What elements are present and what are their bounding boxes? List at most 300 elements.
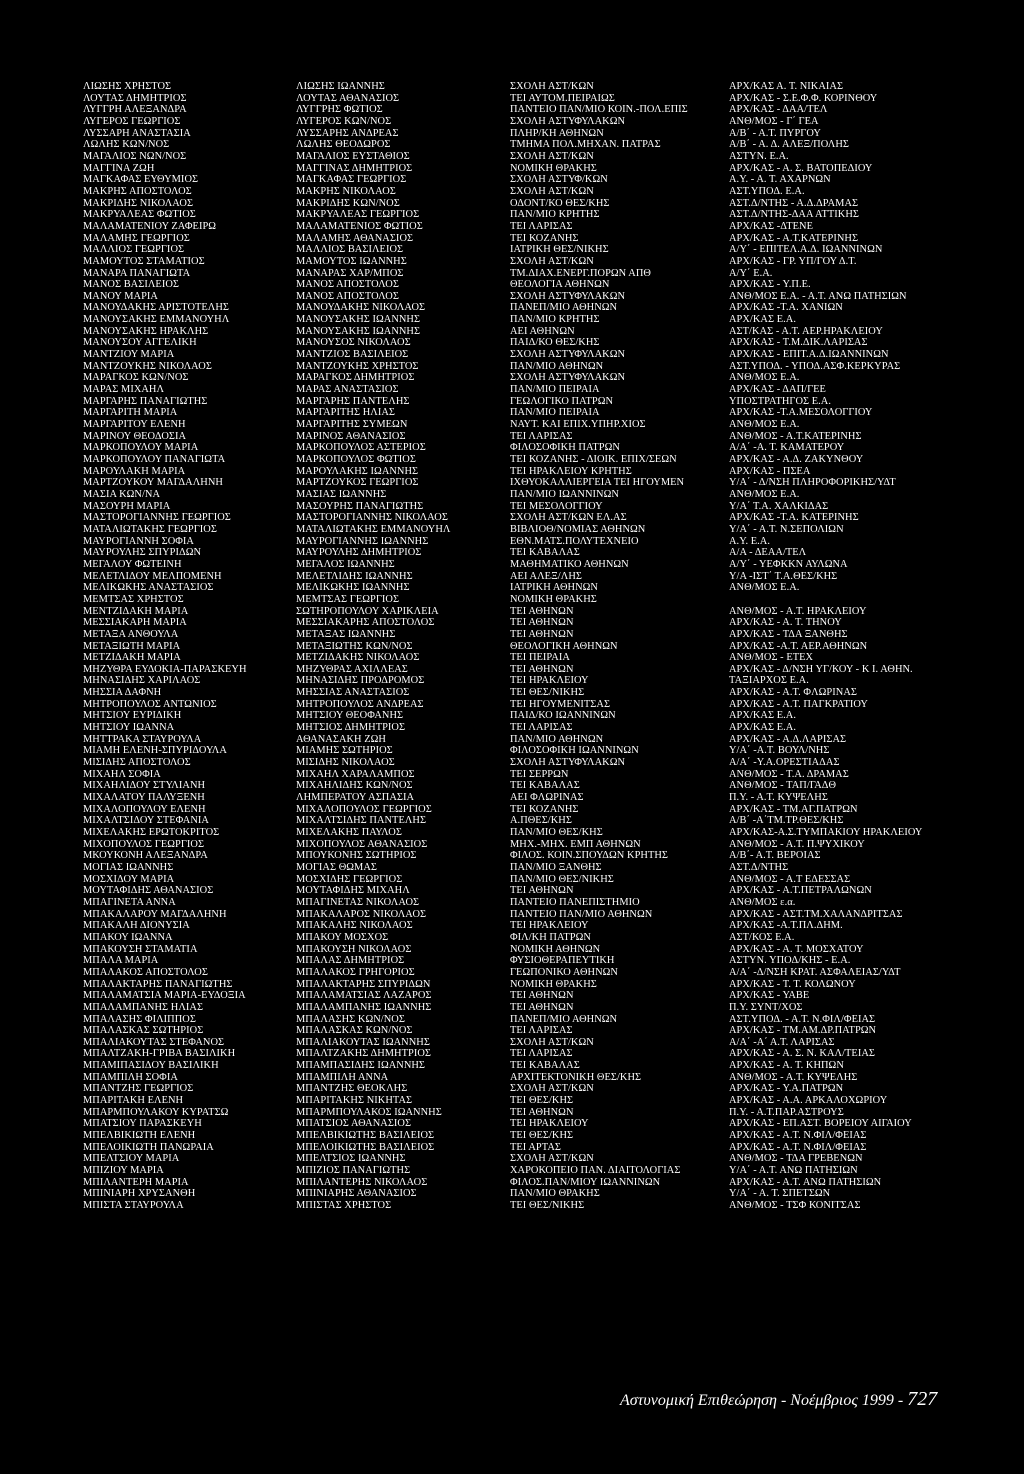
list-item: ΜΠΙΝΙΑΡΗ ΧΡΥΣΑΝΘΗ xyxy=(83,1188,196,1200)
list-item: ΑΝΘ/ΜΟΣ - Α.Τ. Π.ΨΥΧΙΚΟΥ xyxy=(729,838,865,850)
list-item: ΑΣΤ.Δ/ΝΤΗΣ - Α.Δ.ΔΡΑΜΑΣ xyxy=(729,197,859,209)
list-item: ΜΑΓΚΑΦΑΣ ΓΕΩΡΓΙΟΣ xyxy=(296,174,407,186)
list-item: Υ/Α΄ - Α.Τ. ΑΝΩ ΠΑΤΗΣΙΩΝ xyxy=(729,1165,858,1177)
list-item: ΣΧΟΛΗ ΑΣΤ/ΚΩΝ xyxy=(510,255,594,267)
list-item: ΜΑΝΤΖΙΟΥ ΜΑΡΙΑ xyxy=(83,349,175,361)
list-item: ΜΕΜΤΣΑΣ ΧΡΗΣΤΟΣ xyxy=(83,593,184,605)
list-item: ΣΧΟΛΗ ΑΣΤ/ΚΩΝ xyxy=(510,1036,594,1048)
list-item: ΠΑΝ/ΜΙΟ ΚΡΗΤΗΣ xyxy=(510,209,600,221)
list-item: ΠΑΝ/ΜΙΟ ΑΘΗΝΩΝ xyxy=(510,733,604,745)
list-item: ΜΑΚΡΗΣ ΝΙΚΟΛΑΟΣ xyxy=(296,185,396,197)
list-item: ΜΕΛΕΤΛΙΔΗΣ ΙΩΑΝΝΗΣ xyxy=(296,570,413,582)
list-item: ΜΗΤΣΙΟΥ ΘΕΟΦΑΝΗΣ xyxy=(296,710,404,722)
list-item: ΑΡΧ/ΚΑΣ - Α.Τ.ΠΕΤΡΑΛΩΝΩΝ xyxy=(729,885,872,897)
list-item: Α/Β΄ - Α. Δ. ΑΛΕΞ/ΠΟΛΗΣ xyxy=(729,139,849,151)
list-item: ΜΠΙΖΙΟΥ ΜΑΡΙΑ xyxy=(83,1165,164,1177)
list-item: ΑΣΤ.ΥΠΟΔ. - Α.Τ. Ν.ΦΙΛ/ΦΕΙΑΣ xyxy=(729,1013,876,1025)
list-item: ΜΕΛΙΚΩΚΗΣ ΙΩΑΝΝΗΣ xyxy=(296,582,410,594)
list-item: ΜΑΝΑΡΑΣ ΧΑΡ/ΜΠΟΣ xyxy=(296,267,404,279)
list-item: ΑΡΧ/ΚΑΣ -Α.Τ.ΠΛ.ΔΗΜ. xyxy=(729,920,843,932)
list-item: ΜΟΥΤΑΦΙΔΗΣ ΑΘΑΝΑΣΙΟΣ xyxy=(83,885,214,897)
list-item: ΠΑΝ/ΜΙΟ ΞΑΝΘΗΣ xyxy=(510,861,602,873)
list-item: ΜΠΑΛΑΣΗΣ ΚΩΝ/ΝΟΣ xyxy=(296,1013,405,1025)
list-item: ΜΕΤΖΙΔΑΚΗ ΜΑΡΙΑ xyxy=(83,652,181,664)
list-item: ΜΗΤΡΟΠΟΥΛΟΣ ΑΝΔΡΕΑΣ xyxy=(296,698,424,710)
list-item: ΤΕΙ ΚΟΖΑΝΗΣ xyxy=(510,232,579,244)
list-item: ΜΠΑΚΑΛΑΡΟΣ ΝΙΚΟΛΑΟΣ xyxy=(296,908,427,920)
list-item: ΝΟΜΙΚΗ ΘΡΑΚΗΣ xyxy=(510,593,597,605)
list-item: Α.Υ. Ε.Α. xyxy=(729,535,771,547)
column-parent-names xyxy=(296,81,450,1212)
list-item: ΜΕΤΖΙΔΑΚΗΣ ΝΙΚΟΛΑΟΣ xyxy=(296,652,420,664)
list-item: ΜΠΙΛΑΝΤΕΡΗ ΜΑΡΙΑ xyxy=(83,1176,189,1188)
list-item: ΜΑΝΤΖΟΥΚΗΣ ΝΙΚΟΛΑΟΣ xyxy=(83,360,212,372)
list-item: ΜΟΥΤΑΦΙΔΗΣ ΜΙΧΑΗΛ xyxy=(296,885,410,897)
list-item: ΤΕΙ ΑΘΗΝΩΝ xyxy=(510,885,574,897)
list-item: ΜΗΝΑΣΙΔΗΣ ΧΑΡΙΛΑΟΣ xyxy=(83,675,201,687)
list-item: ΜΠΕΛΒΙΚΙΩΤΗΣ ΒΑΣΙΛΕΙΟΣ xyxy=(296,1130,435,1142)
list-item: ΤΕΙ ΘΕΣ/ΝΙΚΗΣ xyxy=(510,1200,585,1211)
list-item: ΑΣΤ.ΥΠΟΔ. Ε.Α. xyxy=(729,185,805,197)
list-item: Π.Υ. - Α.Τ.ΠΑΡ.ΑΣΤΡΟΥΣ xyxy=(729,1106,844,1118)
list-item: ΝΟΜΙΚΗ ΑΘΗΝΩΝ xyxy=(510,943,601,955)
list-item: ΜΑΛΑΜΗΣ ΑΘΑΝΑΣΙΟΣ xyxy=(296,232,414,244)
list-item: ΠΑΝΤΕΙΟ ΠΑΝ/ΜΙΟ ΑΘΗΝΩΝ xyxy=(510,908,653,920)
list-item: Α/Β΄- Α.Τ. ΒΕΡΟΙΑΣ xyxy=(729,850,821,862)
list-item: ΜΠΕΛΒΙΚΙΩΤΗ ΕΛΕΝΗ xyxy=(83,1130,196,1142)
list-item: ΜΑΡΓΑΡΗΣ ΠΑΝΑΓΙΩΤΗΣ xyxy=(83,395,208,407)
list-item: ΑΝΘ/ΜΟΣ - ΤΔΑ ΓΡΕΒΕΝΩΝ xyxy=(729,1153,863,1165)
list-item: ΠΑΝ/ΜΙΟ ΘΕΣ/ΝΙΚΗΣ xyxy=(510,873,614,885)
list-item: ΑΡΧ/ΚΑΣ - ΓΡ. ΥΠ/ΓΟΥ Δ.Τ. xyxy=(729,255,857,267)
list-item: ΘΕΟΛΟΓΙΚΗ ΑΘΗΝΩΝ xyxy=(510,640,618,652)
list-item: ΜΟΣΧΙΔΟΥ ΜΑΡΙΑ xyxy=(83,873,175,885)
list-item: ΙΧΘΥΟΚΑΛΛΙΕΡΓΕΙΑ ΤΕΙ ΗΓΟΥΜΕΝ xyxy=(510,477,685,489)
list-item: ΜΕΓΑΛΟΣ ΙΩΑΝΝΗΣ xyxy=(296,558,395,570)
list-item: ΣΧΟΛΗ ΑΣΤΥΦΥΛΑΚΩΝ xyxy=(510,115,626,127)
list-item: ΑΡΧ/ΚΑΣ - Α.Τ. Ν.ΦΙΛ/ΦΕΙΑΣ xyxy=(729,1141,867,1153)
list-item: ΑΡΧ/ΚΑΣ - Σ.Ε.Φ.Φ. ΚΟΡΙΝΘΟΥ xyxy=(729,92,878,104)
list-item: ΜΗΤΣΙΟΣ ΔΗΜΗΤΡΙΟΣ xyxy=(296,722,406,734)
list-item: ΣΧΟΛΗ ΑΣΤ/ΚΩΝ xyxy=(510,185,594,197)
list-item: ΤΕΙ ΑΘΗΝΩΝ xyxy=(510,990,574,1002)
list-item: ΜΑΡΑΣ ΜΙΧΑΗΛ xyxy=(83,384,165,396)
list-item: ΣΧΟΛΗ ΑΣΤΥΦΥΛΑΚΩΝ xyxy=(510,349,626,361)
list-item: ΜΙΧΟΠΟΥΛΟΣ ΑΘΑΝΑΣΙΟΣ xyxy=(296,838,428,850)
list-item: ΑΡΧ/ΚΑΣ - ΔΑΑ/ΤΕΛ xyxy=(729,104,828,116)
list-item: ΤΕΙ ΚΑΒΑΛΑΣ xyxy=(510,1060,580,1072)
list-item: ΑΡΧ/ΚΑΣ - ΠΣΕΑ xyxy=(729,465,811,477)
list-item: ΤΕΙ ΚΑΒΑΛΑΣ xyxy=(510,780,580,792)
list-item: ΜΠΑΓΙΝΕΤΑΣ ΝΙΚΟΛΑΟΣ xyxy=(296,896,420,908)
list-item: ΑΡΧ/ΚΑΣ - ΤΔΑ ΞΑΝΘΗΣ xyxy=(729,628,848,640)
list-item: ΜΑΝΟΥΣΑΚΗΣ ΙΩΑΝΝΗΣ xyxy=(296,314,421,326)
list-item: ΜΠΑΛΑΣΚΑΣ ΚΩΝ/ΝΟΣ xyxy=(296,1025,413,1037)
list-item: ΜΑΓΑΛΙΟΣ ΕΥΣΤΑΘΙΟΣ xyxy=(296,150,410,162)
list-item: ΦΙΛΟΣ.ΠΑΝ/ΜΙΟΥ ΙΩΑΝΝΙΝΩΝ xyxy=(510,1176,661,1188)
list-item: ΜΠΑΚΟΥΣΗ ΝΙΚΟΛΑΟΣ xyxy=(296,943,412,955)
list-item: ΜΑΚΡΙΔΗΣ ΝΙΚΟΛΑΟΣ xyxy=(83,197,194,209)
list-item: ΤΕΙ ΗΡΑΚΛΕΙΟΥ ΚΡΗΤΗΣ xyxy=(510,465,632,477)
list-item: ΜΑΡΚΟΠΟΥΛΟΥ ΜΑΡΙΑ xyxy=(83,442,199,454)
list-item: ΥΠΟΣΤΡΑΤΗΓΟΣ Ε.Α. xyxy=(729,395,832,407)
list-item: ΜΠΑΚΟΥΣΗ ΣΤΑΜΑΤΙΑ xyxy=(83,943,198,955)
list-item: ΑΝΘ/ΜΟΣ Ε.Α. xyxy=(729,488,800,500)
list-item: ΤΕΙ ΛΑΡΙΣΑΣ xyxy=(510,430,573,442)
list-item: ΜΙΧΑΛΟΠΟΥΛΟΥ ΕΛΕΝΗ xyxy=(83,803,206,815)
list-item: ΤΕΙ ΛΑΡΙΣΑΣ xyxy=(510,1025,573,1037)
list-item: ΤΜ.ΔΙΑΧ.ΕΝΕΡΓ.ΠΟΡΩΝ ΑΠΘ xyxy=(510,267,651,279)
list-item: ΜΙΑΜΗ ΕΛΕΝΗ-ΣΠΥΡΙΔΟΥΛΑ xyxy=(83,745,227,757)
list-item: Α/Α΄ -Δ/ΝΣΗ ΚΡΑΤ. ΑΣΦΑΛΕΙΑΣ/ΥΔΤ xyxy=(729,966,901,978)
list-item: ΑΣΤ/ΚΑΣ - Α.Τ. ΑΕΡ.ΗΡΑΚΛΕΙΟΥ xyxy=(729,325,883,337)
column-names xyxy=(83,81,247,1212)
list-item: ΑΡΧ/ΚΑΣ - Α.Τ. ΑΝΩ ΠΑΤΗΣΙΩΝ xyxy=(729,1176,882,1188)
list-item: ΜΑΛΛΙΟΣ ΓΕΩΡΓΙΟΣ xyxy=(83,244,185,256)
list-item xyxy=(729,594,922,606)
list-item: ΛΥΣΣΑΡΗΣ ΑΝΔΡΕΑΣ xyxy=(296,127,399,139)
list-item: ΜΠΑΚΑΛΗ ΔΙΟΝΥΣΙΑ xyxy=(83,920,190,932)
list-item: ΘΕΟΛΟΓΙΑ ΑΘΗΝΩΝ xyxy=(510,279,610,291)
list-item: ΦΙΛΟΣ. ΚΟΙΝ.ΣΠΟΥΔΩΝ ΚΡΗΤΗΣ xyxy=(510,850,668,862)
list-item: ΑΣΤ/ΚΟΣ Ε.Α. xyxy=(729,931,795,943)
list-item: ΛΟΥΤΑΣ ΑΘΑΝΑΣΙΟΣ xyxy=(296,92,400,104)
list-item: ΜΟΓΙΑΣ ΙΩΑΝΝΗΣ xyxy=(83,861,174,873)
list-item: ΑΡΧ/ΚΑΣ - Α. Τ. ΜΟΣΧΑΤΟΥ xyxy=(729,943,864,955)
list-item: ΑΡΧ/ΚΑΣ -Τ.Α.ΜΕΣΟΛΟΓΓΙΟΥ xyxy=(729,407,873,419)
list-item: ΑΝΘ/ΜΟΣ ε.α. xyxy=(729,896,796,908)
list-item: ΣΩΤΗΡΟΠΟΥΛΟΥ ΧΑΡΙΚΛΕΙΑ xyxy=(296,605,439,617)
list-item: ΜΕΝΤΖΙΔΑΚΗ ΜΑΡΙΑ xyxy=(83,605,189,617)
list-item: ΜΑΥΡΟΥΛΗΣ ΣΠΥΡΙΔΩΝ xyxy=(83,547,202,559)
list-item: Α/Α - ΔΕΑΑ/ΤΕΛ xyxy=(729,547,807,559)
list-item: ΑΡΧ/ΚΑΣ - Α. Σ. ΒΑΤΟΠΕΔΙΟΥ xyxy=(729,162,873,174)
list-item: ΑΡΧ/ΚΑΣ - Α. Τ. ΚΗΠΩΝ xyxy=(729,1060,844,1072)
list-item: ΦΙΛΟΣΟΦΙΚΗ ΙΩΑΝΝΙΝΩΝ xyxy=(510,745,639,757)
list-item: ΜΑΤΑΛΙΩΤΑΚΗΣ ΓΕΩΡΓΙΟΣ xyxy=(83,523,217,535)
list-item: ΜΠΑΝΤΖΗΣ ΓΕΩΡΓΙΟΣ xyxy=(83,1083,194,1095)
list-item: ΜΑΡΓΑΡΗΣ ΠΑΝΤΕΛΗΣ xyxy=(296,395,410,407)
list-item: ΛΩΛΗΣ ΘΕΟΔΩΡΟΣ xyxy=(296,139,391,151)
list-item: ΑΡΧ/ΚΑΣ - Α.Τ. Ν.ΦΙΛ/ΦΕΙΑΣ xyxy=(729,1130,867,1142)
list-item: ΜΕΓΑΛΟΥ ΦΩΤΕΙΝΗ xyxy=(83,558,182,570)
list-item: ΜΑΡΟΥΛΑΚΗ ΜΑΡΙΑ xyxy=(83,465,186,477)
list-item: ΑΝΘ/ΜΟΣ - Γ΄ ΓΕΑ xyxy=(729,115,819,127)
list-item: Α.Υ. - Α. Τ. ΑΧΑΡΝΩΝ xyxy=(729,174,831,186)
list-item: ΑΡΧ/ΚΑΣ - Υ.Π.Ε. xyxy=(729,279,811,291)
list-item: ΜΠΑΛΑΣ ΔΗΜΗΤΡΙΟΣ xyxy=(296,955,405,967)
list-item: ΜΠΑΝΤΖΗΣ ΘΕΟΚΛΗΣ xyxy=(296,1083,408,1095)
list-item: ΜΕΣΣΙΑΚΑΡΗΣ ΑΠΟΣΤΟΛΟΣ xyxy=(296,617,435,629)
list-item: ΤΕΙ ΑΘΗΝΩΝ xyxy=(510,663,574,675)
list-item: ΜΑΡΤΖΟΥΚΟΣ ΓΕΩΡΓΙΟΣ xyxy=(296,477,419,489)
list-item: ΜΑΝΟΥΣΑΚΗΣ ΙΩΑΝΝΗΣ xyxy=(296,325,421,337)
list-item: ΜΠΕΛΤΣΙΟΥ ΜΑΡΙΑ xyxy=(83,1153,180,1165)
list-item: ΤΕΙ ΘΕΣ/ΝΙΚΗΣ xyxy=(510,687,585,699)
list-item: ΜΠΑΡΜΠΟΥΛΑΚΟΥ ΚΥΡΑΤΣΩ xyxy=(83,1106,229,1118)
list-item: ΣΧΟΛΗ ΑΣΤΥΦΥΛΑΚΩΝ xyxy=(510,372,626,384)
list-item: ΜΠΙΖΙΟΣ ΠΑΝΑΓΙΩΤΗΣ xyxy=(296,1165,411,1177)
list-item: ΜΑΣΟΥΡΗ ΜΑΡΙΑ xyxy=(83,500,171,512)
list-item: ΛΥΓΓΡΗΣ ΦΩΤΙΟΣ xyxy=(296,104,383,116)
list-item: ΑΝΘ/ΜΟΣ Ε.Α. xyxy=(729,582,800,594)
list-item: ΑΡΧ/ΚΑΣ - Α.Α. ΑΡΚΑΛΟΧΩΡΙΟΥ xyxy=(729,1095,888,1107)
list-item: ΜΑΣΤΟΡΟΓΙΑΝΝΗΣ ΓΕΩΡΓΙΟΣ xyxy=(83,512,231,524)
list-item: ΣΧΟΛΗ ΑΣΤ/ΚΩΝ xyxy=(510,150,594,162)
list-item: ΑΝΘ/ΜΟΣ - ΕΤΕΧ xyxy=(729,652,814,664)
list-item: ΣΧΟΛΗ ΑΣΤ/ΚΩΝ xyxy=(510,1083,594,1095)
list-item: ΛΟΥΤΑΣ ΔΗΜΗΤΡΙΟΣ xyxy=(83,92,187,104)
list-item: ΑΡΧ/ΚΑΣ - Α.Τ.ΚΑΤΕΡΙΝΗΣ xyxy=(729,232,859,244)
list-item: ΜΠΙΣΤΑ ΣΤΑΥΡΟΥΛΑ xyxy=(83,1200,184,1211)
list-item: ΜΗΣΣΙΑΣ ΑΝΑΣΤΑΣΙΟΣ xyxy=(296,687,410,699)
list-item: ΜΠΙΣΤΑΣ ΧΡΗΣΤΟΣ xyxy=(296,1200,392,1211)
list-item: ΜΠΟΥΚΟΝΗΣ ΣΩΤΗΡΙΟΣ xyxy=(296,850,417,862)
list-item: ΜΑΡΚΟΠΟΥΛΟΣ ΦΩΤΙΟΣ xyxy=(296,454,416,465)
list-item: ΠΑΝ/ΜΙΟ ΙΩΑΝΝΙΝΩΝ xyxy=(510,488,619,500)
list-item: ΑΝΘ/ΜΟΣ - ΤΣΦ ΚΟΝΙΤΣΑΣ xyxy=(729,1200,861,1211)
list-item: ΜΑΝΟΥΔΑΚΗΣ ΝΙΚΟΛΑΟΣ xyxy=(296,302,426,314)
list-item: ΝΟΜΙΚΗ ΘΡΑΚΗΣ xyxy=(510,978,597,990)
list-item: ΜΑΝΟΥ ΜΑΡΙΑ xyxy=(83,290,158,302)
list-item: ΜΟΣΧΙΔΗΣ ΓΕΩΡΓΙΟΣ xyxy=(296,873,403,885)
list-item: ΑΡΧ/ΚΑΣ Ε.Α. xyxy=(729,722,796,734)
list-item: ΑΝΘ/ΜΟΣ - ΤΑΠ/ΓΑΔΘ xyxy=(729,780,837,792)
list-item: ΜΗΖΥΘΡΑΣ ΑΧΙΛΛΕΑΣ xyxy=(296,663,408,675)
list-item: ΜΑΓΓΙΝΑΣ ΔΗΜΗΤΡΙΟΣ xyxy=(296,162,413,174)
list-item: ΜΠΑΚΑΛΑΡΟΥ ΜΑΓΔΑΛΗΝΗ xyxy=(83,908,227,920)
list-item: Υ/Α -ΙΣΤ΄ Τ.Α.ΘΕΣ/ΚΗΣ xyxy=(729,570,838,582)
list-item: ΣΧΟΛΗ ΑΣΤΥΦ/ΚΩΝ xyxy=(510,174,608,186)
list-item: ΛΥΣΣΑΡΗ ΑΝΑΣΤΑΣΙΑ xyxy=(83,127,191,139)
list-item: ΤΑΞΙΑΡΧΟΣ Ε.Α. xyxy=(729,675,809,687)
list-item: ΛΙΩΣΗΣ ΙΩΑΝΝΗΣ xyxy=(296,81,385,92)
list-item: ΤΕΙ ΑΘΗΝΩΝ xyxy=(510,1001,574,1013)
list-item: ΜΑΝΟΣ ΒΑΣΙΛΕΙΟΣ xyxy=(83,279,179,291)
list-item: ΑΡΧ/ΚΑΣ - ΔΑΠ/ΓΕΕ xyxy=(729,384,826,396)
list-item: ΤΕΙ ΑΡΤΑΣ xyxy=(510,1141,561,1153)
column-ranks xyxy=(729,81,922,1212)
list-item: ΜΠΑΛΑΚΤΑΡΗΣ ΠΑΝΑΓΙΩΤΗΣ xyxy=(83,978,233,990)
list-item: ΑΡΧ/ΚΑΣ - Α.Τ. ΦΛΩΡΙΝΑΣ xyxy=(729,687,857,699)
list-item: ΑΡΧ/ΚΑΣ - ΥΑΒΕ xyxy=(729,990,810,1002)
list-item: ΑΝΘ/ΜΟΣ - Α.Τ ΕΔΕΣΣΑΣ xyxy=(729,873,851,885)
list-item: ΑΡΧ/ΚΑΣ -Τ.Α. ΧΑΝΙΩΝ xyxy=(729,302,843,314)
list-item: ΜΑΣΤΟΡΟΓΙΑΝΝΗΣ ΝΙΚΟΛΑΟΣ xyxy=(296,512,448,524)
list-item: ΤΕΙ ΗΡΑΚΛΕΙΟΥ xyxy=(510,675,589,687)
list-item: ΜΠΑΛΤΖΑΚΗΣ ΔΗΜΗΤΡΙΟΣ xyxy=(296,1048,431,1060)
list-item: ΜΠΑΡΜΠΟΥΛΑΚΟΣ ΙΩΑΝΝΗΣ xyxy=(296,1106,442,1118)
list-item: ΜΑΝΤΖΟΥΚΗΣ ΧΡΗΣΤΟΣ xyxy=(296,360,419,372)
list-item: ΤΕΙ ΑΘΗΝΩΝ xyxy=(510,617,574,629)
list-item: ΣΧΟΛΗ ΑΣΤ/ΚΩΝ ΕΛ.ΑΣ xyxy=(510,512,627,524)
list-item: ΑΡΧ/ΚΑΣ -Α.Τ. ΑΕΡ.ΑΘΗΝΩΝ xyxy=(729,640,868,652)
list-item: ΠΑΝΕΠ/ΜΙΟ ΑΘΗΝΩΝ xyxy=(510,1013,618,1025)
list-item: ΑΝΘ/ΜΟΣ Ε.Α. xyxy=(729,372,800,384)
list-item: ΜΑΝΟΥΣΑΚΗΣ ΗΡΑΚΛΗΣ xyxy=(83,325,209,337)
list-item: ΤΕΙ ΑΥΤΟΜ.ΠΕΙΡΑΙΩΣ xyxy=(510,92,615,104)
list-item: ΠΑΝΕΠ/ΜΙΟ ΑΘΗΝΩΝ xyxy=(510,302,618,314)
list-item: Α/Α΄ -Α΄ Α.Τ. ΛΑΡΙΣΑΣ xyxy=(729,1036,835,1048)
list-item: ΜΑΓΚΑΦΑΣ ΕΥΘΥΜΙΟΣ xyxy=(83,174,199,186)
list-item: ΜΕΣΣΙΑΚΑΡΗ ΜΑΡΙΑ xyxy=(83,617,187,629)
list-item: ΜΠΑΤΣΙΟΥ ΠΑΡΑΣΚΕΥΗ xyxy=(83,1118,202,1130)
list-item: ΛΙΩΣΗΣ ΧΡΗΣΤΟΣ xyxy=(83,81,172,92)
list-item: ΜΙΧΕΛΑΚΗΣ ΕΡΩΤΟΚΡΙΤΟΣ xyxy=(83,827,220,838)
list-item: ΑΡΧ/ΚΑΣ -ΔΤΕΝΕ xyxy=(729,220,813,232)
list-item: ΑΡΧ/ΚΑΣ - Α. Σ. Ν. ΚΑΛ/ΤΕΙΑΣ xyxy=(729,1048,875,1060)
list-item: ΤΕΙ ΗΡΑΚΛΕΙΟΥ xyxy=(510,920,589,932)
list-item: ΑΡΧ/ΚΑΣ - Α.Δ. ΖΑΚΥΝΘΟΥ xyxy=(729,454,864,465)
list-item: ΜΠΑΜΙΠΑΣΙΔΟΥ ΒΑΣΙΛΙΚΗ xyxy=(83,1060,219,1072)
list-item: ΑΕΙ ΑΛΕΞ/ΛΗΣ xyxy=(510,570,582,582)
list-item: ΜΠΑΡΙΤΑΚΗ ΕΛΕΝΗ xyxy=(83,1095,184,1107)
list-item: ΤΕΙ ΑΘΗΝΩΝ xyxy=(510,605,574,617)
list-item: ΜΑΚΡΗΣ ΑΠΟΣΤΟΛΟΣ xyxy=(83,185,192,197)
list-item: ΓΕΩΠΟΝΙΚΟ ΑΘΗΝΩΝ xyxy=(510,966,618,978)
list-item: ΠΑΝ/ΜΙΟ ΑΘΗΝΩΝ xyxy=(510,360,604,372)
list-item: Υ/Α΄ - Δ/ΝΣΗ ΠΛΗΡΟΦΟΡΙΚΗΣ/ΥΔΤ xyxy=(729,477,896,489)
list-item: ΑΣΤ.Δ/ΝΤΗΣ xyxy=(729,861,789,873)
list-item: ΣΧΟΛΗ ΑΣΤΥΦΥΛΑΚΩΝ xyxy=(510,757,626,769)
list-item: ΜΠΑΛΑΜΑΤΣΙΑ ΜΑΡΙΑ-ΕΥΔΟΞΙΑ xyxy=(83,990,246,1002)
list-item: ΓΕΩΛΟΓΙΚΟ ΠΑΤΡΩΝ xyxy=(510,395,614,407)
list-item: ΛΥΓΓΡΗ ΑΛΕΞΑΝΔΡΑ xyxy=(83,104,187,116)
list-item: ΜΕΛΕΤΛΙΔΟΥ ΜΕΛΠΟΜΕΝΗ xyxy=(83,570,222,582)
list-item: ΑΣΤ.ΥΠΟΔ. - ΥΠΟΔ.ΑΣΦ.ΚΕΡΚΥΡΑΣ xyxy=(729,360,901,372)
list-item: ΛΥΓΕΡΟΣ ΓΕΩΡΓΙΟΣ xyxy=(83,115,181,127)
list-item: ΜΑΣΙΑ ΚΩΝ/ΝΑ xyxy=(83,488,161,500)
list-item: ΜΠΑΛΑΜΑΤΣΙΑΣ ΛΑΖΑΡΟΣ xyxy=(296,990,432,1002)
list-item: ΜΙΧΑΗΛ ΧΑΡΑΛΑΜΠΟΣ xyxy=(296,768,415,780)
list-item: ΜΑΜΟΥΤΟΣ ΣΤΑΜΑΤΙΟΣ xyxy=(83,255,205,267)
list-item: ΤΕΙ ΣΕΡΡΩΝ xyxy=(510,768,569,780)
list-item: ΛΩΛΗΣ ΚΩΝ/ΝΟΣ xyxy=(83,139,170,151)
list-item: ΑΡΧ/ΚΑΣ - Τ.Μ.ΔΙΚ.ΛΑΡΙΣΑΣ xyxy=(729,337,868,349)
list-item: ΑΣΤΥΝ. Ε.Α. xyxy=(729,150,789,162)
list-item: ΦΥΣΙΟΘΕΡΑΠΕΥΤΙΚΗ xyxy=(510,955,615,967)
list-item: Α/Β΄ - Α.Τ. ΠΥΡΓΟΥ xyxy=(729,127,821,139)
list-item: ΑΝΘ/ΜΟΣ - Α.Τ.ΚΑΤΕΡΙΝΗΣ xyxy=(729,430,862,442)
list-item: Π.Υ. - Α.Τ. ΚΥΨΕΛΗΣ xyxy=(729,792,828,804)
list-item: Υ/Α΄ - Α.Τ. Ν.ΣΕΠΟΛΙΩΝ xyxy=(729,523,844,535)
list-item: ΤΕΙ ΑΘΗΝΩΝ xyxy=(510,1106,574,1118)
list-item: ΜΠΑΓΙΝΕΤΑ ΑΝΝΑ xyxy=(83,896,176,908)
page-footer xyxy=(620,1388,937,1411)
list-item: ΠΑΝ/ΜΙΟ ΘΕΣ/ΚΗΣ xyxy=(510,827,603,838)
list-item: ΙΑΤΡΙΚΗ ΑΘΗΝΩΝ xyxy=(510,582,598,594)
list-item: ΜΗΧ.-ΜΗΧ. ΕΜΠ ΑΘΗΝΩΝ xyxy=(510,838,641,850)
list-item: ΤΕΙ ΗΓΟΥΜΕΝΙΤΣΑΣ xyxy=(510,698,611,710)
list-item: ΜΠΑΜΠΙΛΗ ΑΝΝΑ xyxy=(296,1071,389,1083)
list-item: ΜΑΡΑΓΚΟΣ ΚΩΝ/ΝΟΣ xyxy=(83,372,189,384)
list-item: Α/Α΄ -Α. Τ. ΚΑΜΑΤΕΡΟΥ xyxy=(729,442,845,454)
list-item: ΜΙΑΜΗΣ ΣΩΤΗΡΙΟΣ xyxy=(296,745,393,757)
list-item: ΜΑΡΤΖΟΥΚΟΥ ΜΑΓΔΑΛΗΝΗ xyxy=(83,477,223,489)
list-item: ΑΡΧ/ΚΑΣ-Α.Σ.ΤΥΜΠΑΚΙΟΥ ΗΡΑΚΛΕΙΟΥ xyxy=(729,827,923,838)
list-item: ΜΙΧΑΗΛΙΔΗΣ ΚΩΝ/ΝΟΣ xyxy=(296,780,413,792)
list-item: ΜΑΤΑΛΙΩΤΑΚΗΣ ΕΜΜΑΝΟΥΗΛ xyxy=(296,523,451,535)
list-item: ΜΠΑΚΟΥ ΙΩΑΝΝΑ xyxy=(83,931,173,943)
list-item: ΜΠΕΛΟΙΚΙΩΤΗΣ ΒΑΣΙΛΕΙΟΣ xyxy=(296,1141,435,1153)
list-item: ΑΕΙ ΦΛΩΡΙΝΑΣ xyxy=(510,792,584,804)
list-item: ΜΠΑΚΑΛΗΣ ΝΙΚΟΛΑΟΣ xyxy=(296,920,413,932)
list-item: ΜΕΤΑΞΑΣ ΙΩΑΝΝΗΣ xyxy=(296,628,396,640)
list-item: ΣΧΟΛΗ ΑΣΤ/ΚΩΝ xyxy=(510,1153,594,1165)
list-item: ΑΡΧ/ΚΑΣ Ε.Α. xyxy=(729,710,796,722)
list-item: ΜΑΜΟΥΤΟΣ ΙΩΑΝΝΗΣ xyxy=(296,255,407,267)
list-item: ΝΑΥΤ. ΚΑΙ ΕΠΙΧ.ΥΠΗΡ.ΧΙΟΣ xyxy=(510,419,646,431)
list-item: Υ/Α΄ - Α. Τ. ΣΠΕΤΣΩΝ xyxy=(729,1188,831,1200)
list-item: ΑΡΧ/ΚΑΣ - Υ.Α.ΠΑΤΡΩΝ xyxy=(729,1083,844,1095)
list-item: ΑΝΘ/ΜΟΣ - Τ.Α. ΔΡΑΜΑΣ xyxy=(729,768,849,780)
column-schools xyxy=(510,81,688,1212)
list-item: ΣΧΟΛΗ ΑΣΤ/ΚΩΝ xyxy=(510,81,594,92)
list-item: ΜΠΙΝΙΑΡΗΣ ΑΘΑΝΑΣΙΟΣ xyxy=(296,1188,417,1200)
list-item: ΜΑΛΑΜΗΣ ΓΕΩΡΓΙΟΣ xyxy=(83,232,190,244)
list-item: ΠΑΝ/ΜΙΟ ΠΕΙΡΑΙΑ xyxy=(510,407,600,419)
list-item: ΜΑΝΟΥΣΟΣ ΝΙΚΟΛΑΟΣ xyxy=(296,337,411,349)
list-item: ΜΑΡΓΑΡΙΤΟΥ ΕΛΕΝΗ xyxy=(83,419,186,431)
list-item: ΤΜΗΜΑ ΠΟΛ.ΜΗΧΑΝ. ΠΑΤΡΑΣ xyxy=(510,139,661,151)
list-item: ΜΙΧΑΗΛ ΣΟΦΙΑ xyxy=(83,768,161,780)
list-item: ΜΑΝΤΖΙΟΣ ΒΑΣΙΛΕΙΟΣ xyxy=(296,349,409,361)
list-item: ΜΑΡΑΓΚΟΣ ΔΗΜΗΤΡΙΟΣ xyxy=(296,372,415,384)
list-item: ΒΙΒΛΙΟΘ/ΝΟΜΙΑΣ ΑΘΗΝΩΝ xyxy=(510,523,646,535)
list-item: ΑΡΧ/ΚΑΣ Ε.Α. xyxy=(729,314,796,326)
list-item: ΜΑΝΟΥΔΑΚΗΣ ΑΡΙΣΤΟΤΕΛΗΣ xyxy=(83,302,230,314)
list-item: ΠΑΝ/ΜΙΟ ΚΡΗΤΗΣ xyxy=(510,314,600,326)
list-item: ΜΗΤΣΙΟΥ ΕΥΡΙΔΙΚΗ xyxy=(83,710,182,722)
list-item: ΑΡΧ/ΚΑΣ - Τ. Τ. ΚΟΛΩΝΟΥ xyxy=(729,978,856,990)
list-item: ΜΠΕΛΤΣΙΟΣ ΙΩΑΝΝΗΣ xyxy=(296,1153,406,1165)
list-item: ΜΑΣΟΥΡΗΣ ΠΑΝΑΓΙΩΤΗΣ xyxy=(296,500,424,512)
list-item: ΜΠΕΛΟΙΚΙΩΤΗ ΠΑΝΩΡΑΙΑ xyxy=(83,1141,214,1153)
list-item: ΜΠΑΡΙΤΑΚΗΣ ΝΙΚΗΤΑΣ xyxy=(296,1095,413,1107)
list-item: ΜΠΑΤΣΙΟΣ ΑΘΑΝΑΣΙΟΣ xyxy=(296,1118,412,1130)
list-item: ΜΠΑΛΙΑΚΟΥΤΑΣ ΙΩΑΝΝΗΣ xyxy=(296,1036,430,1048)
list-item: ΤΕΙ ΑΘΗΝΩΝ xyxy=(510,628,574,640)
list-item: ΣΧΟΛΗ ΑΣΤΥΦΥΛΑΚΩΝ xyxy=(510,290,626,302)
list-item: ΠΑΝΤΕΙΟ ΠΑΝ/ΜΙΟ ΚΟΙΝ.-ΠΟΛ.ΕΠΙΣ xyxy=(510,104,688,116)
list-item: ΜΠΑΛΙΑΚΟΥΤΑΣ ΣΤΕΦΑΝΟΣ xyxy=(83,1036,225,1048)
list-item: ΕΘΝ.ΜΑΤΣ.ΠΟΛΥΤΕΧΝΕΙΟ xyxy=(510,535,639,547)
list-item: ΜΗΤΤΡΑΚΑ ΣΤΑΥΡΟΥΛΑ xyxy=(83,733,202,745)
list-item: ΜΗΖΥΘΡΑ ΕΥΔΟΚΙΑ-ΠΑΡΑΣΚΕΥΗ xyxy=(83,663,247,675)
list-item: ΜΑΡΓΑΡΙΤΗΣ ΣΥΜΕΩΝ xyxy=(296,419,408,431)
list-item: ΑΡΧ/ΚΑΣ - Α.Δ.ΛΑΡΙΣΑΣ xyxy=(729,733,847,745)
list-item: ΧΑΡΟΚΟΠΕΙΟ ΠΑΝ. ΔΙΑΙΤΟΛΟΓΙΑΣ xyxy=(510,1165,681,1177)
list-item: ΑΕΙ ΑΘΗΝΩΝ xyxy=(510,325,575,337)
list-item: ΜΑΡΟΥΛΑΚΗΣ ΙΩΑΝΝΗΣ xyxy=(296,465,419,477)
list-item: ΜΑΚΡΙΔΗΣ ΚΩΝ/ΝΟΣ xyxy=(296,197,400,209)
list-item: ΜΕΤΑΞΙΩΤΗ ΜΑΡΙΑ xyxy=(83,640,181,652)
list-item: ΜΗΤΣΙΟΥ ΙΩΑΝΝΑ xyxy=(83,722,175,734)
list-item: ΦΙΛΟΣΟΦΙΚΗ ΠΑΤΡΩΝ xyxy=(510,442,620,454)
list-item: Α/Β΄ -Α΄ΤΜ.ΤΡ.ΘΕΣ/ΚΗΣ xyxy=(729,815,844,827)
list-item: ΜΑΝΟΥΣΑΚΗΣ ΕΜΜΑΝΟΥΗΛ xyxy=(83,314,230,326)
list-item: ΑΝΘ/ΜΟΣ Ε.Α. - Α.Τ. ΑΝΩ ΠΑΤΗΣΙΩΝ xyxy=(729,290,907,302)
list-item: ΑΡΧ/ΚΑΣ - ΑΣΤ.ΤΜ.ΧΑΛΑΝΔΡΙΤΣΑΣ xyxy=(729,908,903,920)
list-item: ΜΑΡΚΟΠΟΥΛΟΣ ΑΣΤΕΡΙΟΣ xyxy=(296,442,426,454)
list-item: ΜΠΑΛΑΣΚΑΣ ΣΩΤΗΡΙΟΣ xyxy=(83,1025,204,1037)
list-item: ΜΗΝΑΣΙΔΗΣ ΠΡΟΔΡΟΜΟΣ xyxy=(296,675,425,687)
list-item: Π.Υ. ΣΥΝΤ/ΧΟΣ xyxy=(729,1001,803,1013)
list-item: ΜΑΛΛΙΟΣ ΒΑΣΙΛΕΙΟΣ xyxy=(296,244,404,256)
list-item: ΜΙΧΑΛΟΠΟΥΛΟΣ ΓΕΩΡΓΙΟΣ xyxy=(296,803,432,815)
list-item: ΤΕΙ ΚΑΒΑΛΑΣ xyxy=(510,547,580,559)
list-item: ΑΡΧ/ΚΑΣ Α. Τ. ΝΙΚΑΙΑΣ xyxy=(729,81,844,92)
